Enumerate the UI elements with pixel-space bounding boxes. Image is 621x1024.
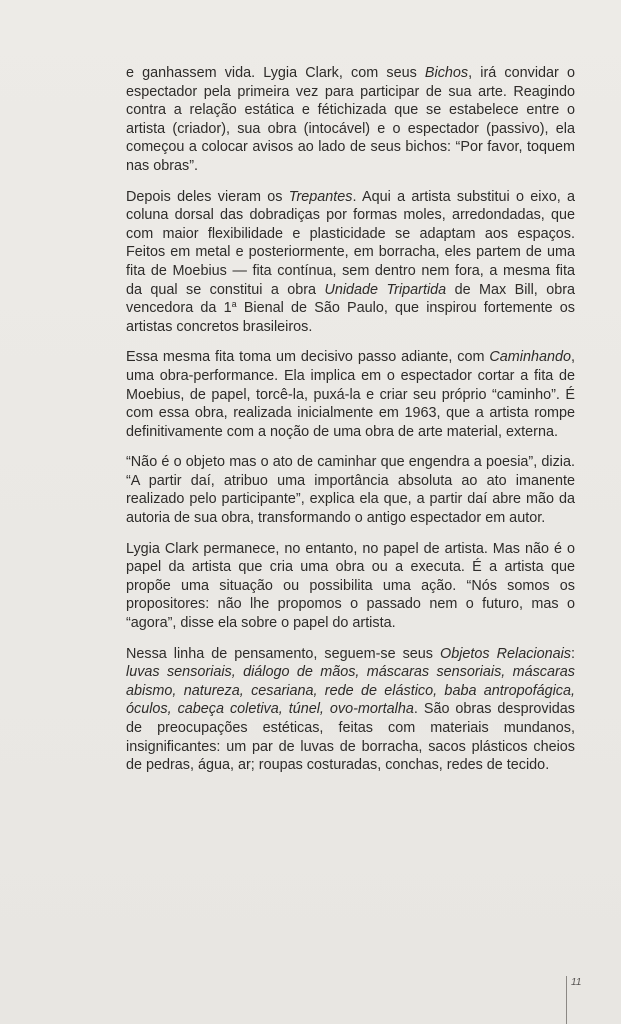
text-run: , irá convidar o espectador pela primeira vez para participar de sua arte. Reagindo contra a relação estática e fétichizada que se estabelece entre o artista (criador), sua obra (intocável) e o espectador (passivo), ela começou a colocar avisos ao lado de seus bichos: “Por favor, toquem nas obras”. — [126, 65, 575, 174]
paragraph-5 — [126, 540, 575, 633]
text-run: : — [571, 645, 576, 662]
italic-title: Trepantes — [288, 188, 353, 205]
italic-title: Unidade Tripartida — [324, 281, 447, 298]
italic-title: Caminhando — [489, 349, 571, 366]
paragraph-4 — [126, 453, 575, 527]
paragraph-1 — [126, 64, 575, 176]
page-number-rule — [566, 976, 567, 1024]
body-text — [126, 64, 575, 787]
text-run: Lygia Clark permanece, no entanto, no papel de artista. Mas não é o papel da artista que cria uma obra ou a executa. É a artista que propõe uma situação ou possibilita uma ação. “Nós somos os propositores: não lhe propomos o passado nem o futuro, mas o “agora”, disse ela sobre o papel do artista. — [126, 540, 575, 632]
text-run: Nessa linha de pensamento, seguem-se seus — [126, 645, 441, 662]
text-run: . São obras desprovidas de preocupações estéticas, feitas com materiais mundanos, insignificantes: um par de luvas de borracha, sacos plásticos cheios de pedras, água, ar; roupas costuradas, conchas, redes de tecido. — [126, 701, 575, 774]
text-run: Bienal de São Paulo, que inspirou fortemente os artistas concretos brasileiros. — [126, 300, 575, 335]
paragraph-2 — [126, 188, 575, 337]
page-number: 11 — [571, 977, 582, 988]
italic-title: Objetos Relacionais — [440, 645, 572, 662]
text-run: , uma obra-performance. Ela implica em o espectador cortar a fita de Moebius, de papel, torcê-la, puxá-la e criar seu próprio “caminho”. É com essa obra, realizada inicialmente em 1963, que a artista rompe definitivamente com a noção de uma obra de arte material, externa. — [126, 349, 575, 440]
text-run: . Aqui a artista substitui o eixo, a coluna dorsal das dobradiças por formas moles, arredondadas, que com maior flexibilidade e plasticidade se adaptam aos espaços. Feitos em metal e posteriormente, em borracha, eles partem de uma fita de Moebius — fita contínua, sem dentro nem fora, a mesma fita da qual se constitui a obra — [126, 188, 575, 298]
italic-title: Bichos — [424, 65, 469, 81]
paragraph-3 — [126, 348, 575, 441]
text-run: “Não é o objeto mas o ato de caminhar que engendra a poesia”, dizia. “A partir daí, atribuo uma importância absoluta ao ato imanente realizado pelo participante”, explica ela que, a partir daí abre mão da autoria de sua obra, transformando o antigo espectador em autor. — [126, 454, 575, 527]
ordinal-superscript: a — [231, 299, 237, 310]
text-run: Depois deles vieram os — [126, 188, 289, 205]
text-run: e ganhassem vida. Lygia Clark, com seus — [126, 65, 425, 81]
text-run: Essa mesma fita toma um decisivo passo adiante, com — [126, 349, 490, 366]
italic-title: luvas sensoriais, diálogo de mãos, máscaras sensoriais, máscaras abismo, natureza, cesariana, rede de elástico, baba antropofágica, óculos, cabeça coletiva, túnel, ovo-mortalha — [126, 664, 575, 718]
text-run: de Max Bill, obra vencedora da 1 — [126, 281, 575, 317]
paragraph-6 — [126, 645, 575, 775]
